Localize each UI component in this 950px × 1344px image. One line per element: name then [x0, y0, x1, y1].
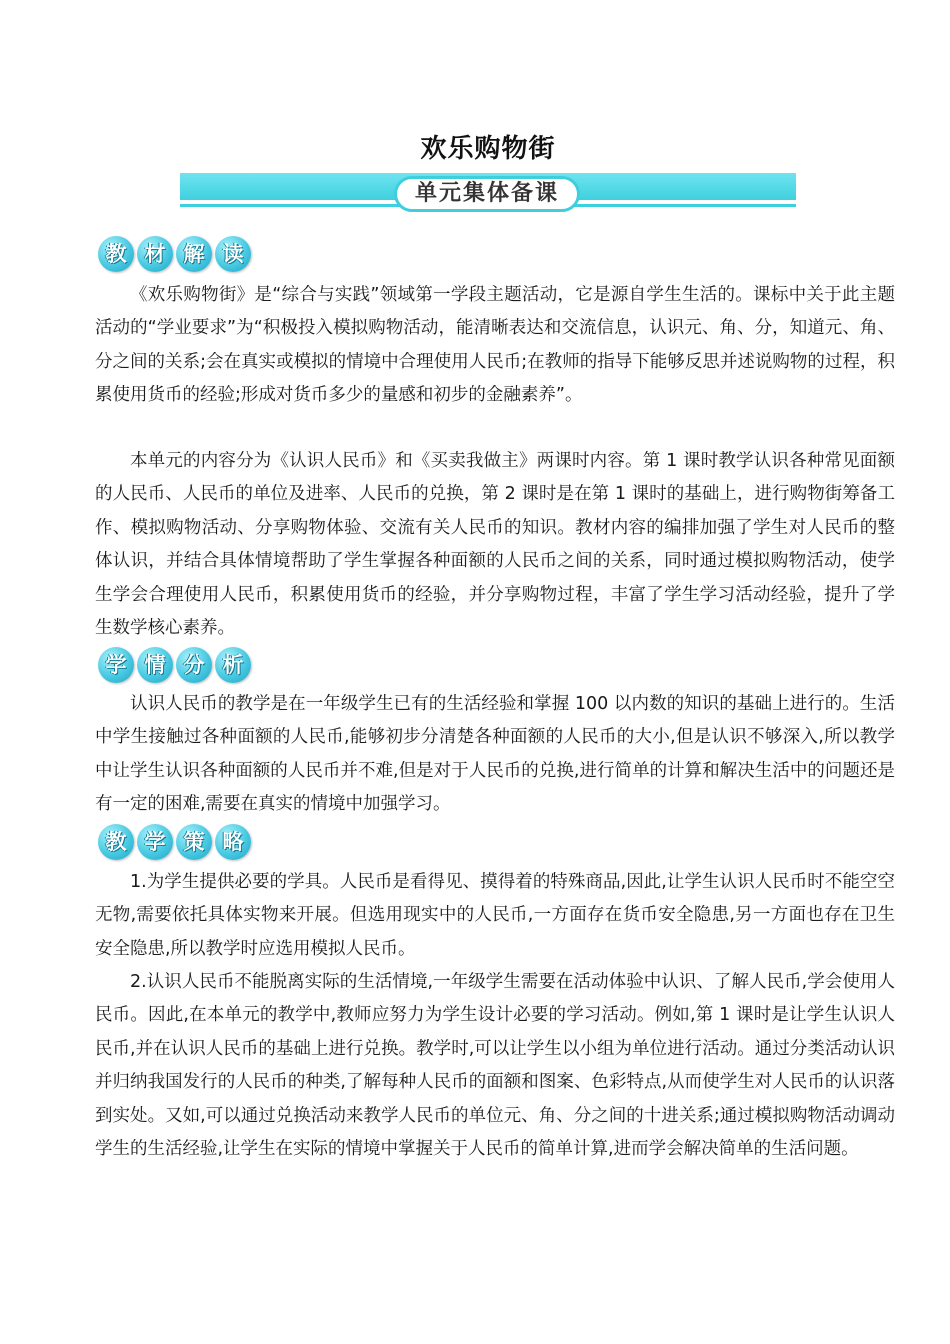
heading-char: 解 [176, 236, 212, 272]
paragraph: 认识人民币的教学是在一年级学生已有的生活经验和掌握 100 以内数的知识的基础上进行的。生活中学生接触过各种面额的人民币,能够初步分清楚各种面额的人民币的大小,但是认识不够深入,所以教学中让学生认识各种面额的人民币并不难,但是对于人民币的兑换,进行简单的计算和解决生活中的问题还是有一定的困难,需要在真实的情境中加强学习。 [95, 694, 895, 815]
heading-char: 学 [98, 647, 134, 683]
heading-char: 读 [215, 236, 251, 272]
paragraph: 2.认识人民币不能脱离实际的生活情境,一年级学生需要在活动体验中认识、了解人民币,学会使用人民币。因此,在本单元的教学中,教师应努力为学生设计必要的学习活动。例如,第 1 课时是让学生认识人民币,并在认识人民币的基础上进行兑换。教学时,可以让学生以小组为单位进行活动。通过分类活动认识并归纳我国发行的人民币的种类,了解每种人民币的面额和图案、色彩特点,从而使学生对人民币的认识落到实处。又如,可以通过兑换活动来教学人民币的单位元、角、分之间的十进关系;通过模拟购物活动调动学生的生活经验,让学生在实际的情境中掌握关于人民币的简单计算,进而学会解决简单的生活问题。 [95, 972, 895, 1160]
heading-char: 教 [98, 236, 134, 272]
heading-char: 材 [137, 236, 173, 272]
heading-char: 略 [215, 824, 251, 860]
heading-char: 教 [98, 824, 134, 860]
heading-char: 分 [176, 647, 212, 683]
page-title: 欢乐购物街 [420, 134, 556, 164]
banner-label: 单元集体备课 [394, 176, 580, 212]
heading-char: 情 [137, 647, 173, 683]
section-heading-textbook-analysis [98, 236, 251, 274]
paragraph: 本单元的内容分为《认识人民币》和《买卖我做主》两课时内容。第 1 课时教学认识各种常见面额的人民币、人民币的单位及进率、人民币的兑换，第 2 课时是在第 1 课时的基础上，进行购物街筹备工作、模拟购物活动、分享购物体验、交流有关人民币的知识。教材内容的编排加强了学生对人民币的整体认识，并结合具体情境帮助了学生掌握各种面额的人民币之间的关系，同时通过模拟购物活动，使学生学会合理使用人民币，积累使用货币的经验，并分享购物过程，丰富了学生学习活动经验，提升了学生数学核心素养。 [95, 451, 895, 639]
heading-char: 学 [137, 824, 173, 860]
heading-char: 析 [215, 647, 251, 683]
section-heading-teaching-strategy [98, 824, 251, 862]
paragraph: 《欢乐购物街》是“综合与实践”领域第一学段主题活动，它是源自学生生活的。课标中关于此主题活动的“学业要求”为“积极投入模拟购物活动，能清晰表达和交流信息，认识元、角、分，知道元、角、分之间的关系;会在真实或模拟的情境中合理使用人民币;在教师的指导下能够反思并述说购物的过程，积累使用货币的经验;形成对货币多少的量感和初步的金融素养”。 [95, 285, 895, 406]
section-heading-student-analysis [98, 647, 251, 685]
unit-banner [180, 173, 796, 209]
paragraph: 1.为学生提供必要的学具。人民币是看得见、摸得着的特殊商品,因此,让学生认识人民币时不能空空无物,需要依托具体实物来开展。但选用现实中的人民币,一方面存在货币安全隐患,另一方面也存在卫生安全隐患,所以教学时应选用模拟人民币。 [95, 872, 895, 959]
heading-char: 策 [176, 824, 212, 860]
